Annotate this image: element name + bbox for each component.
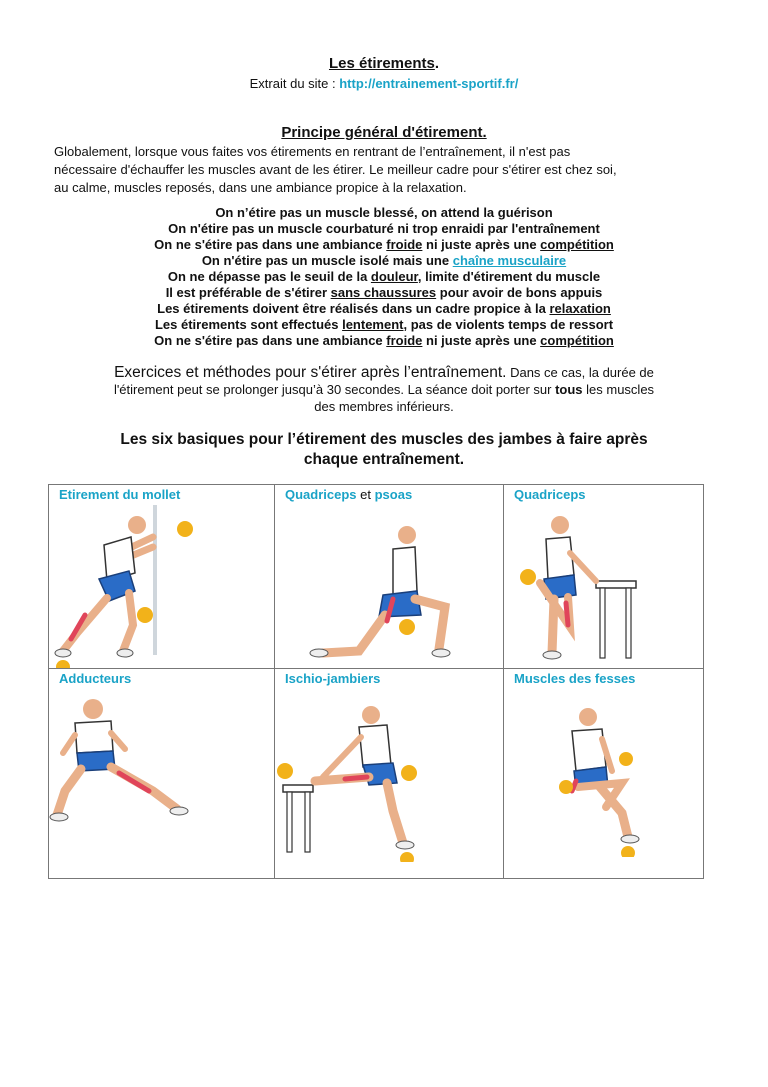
adductor-illustration bbox=[49, 687, 199, 837]
shirt-shape bbox=[572, 729, 606, 771]
principle-heading: Principe général d'étirement. bbox=[281, 124, 487, 141]
calf-stretch-illustration bbox=[49, 503, 199, 668]
exercises-heading: Exercices et méthodes pour s'étirer après l’entraînement. bbox=[114, 364, 507, 381]
rule-item: Les étirements doivent être réalisés dans un cadre propice à la relaxation bbox=[157, 301, 611, 316]
source-link[interactable]: http://entrainement-sportif.fr/ bbox=[339, 76, 519, 91]
cell-hamstring-stretch bbox=[275, 669, 504, 879]
table-shape bbox=[283, 785, 313, 792]
cell-calf-stretch bbox=[49, 485, 275, 669]
rule-item: Il est préférable de s'étirer sans chaussures pour avoir de bons appuis bbox=[165, 285, 603, 300]
chaine-musculaire-link[interactable]: chaîne musculaire bbox=[452, 253, 567, 268]
wall-shape bbox=[153, 505, 157, 655]
stretch-grid bbox=[48, 484, 704, 879]
shirt-shape bbox=[75, 721, 113, 753]
muscle-highlight bbox=[566, 603, 568, 625]
arrow-icon bbox=[277, 763, 293, 779]
rule-item: On ne s'étire pas dans une ambiance froide ni juste après une compétition bbox=[154, 237, 614, 252]
rule-item: On n'étire pas un muscle isolé mais une chaîne musculaire bbox=[201, 253, 567, 268]
exercises-paragraph: Exercices et méthodes pour s'étirer après l’entraînement. Dans ce cas, la durée de l'étirement peut se prolonger jusqu’à 30 secondes. La séance doit porter sur tous les muscles des membres inférieurs. bbox=[113, 364, 655, 414]
head-shape bbox=[398, 526, 416, 544]
shirt-shape bbox=[546, 537, 574, 579]
cell-title: Quadriceps et psoas bbox=[285, 487, 413, 502]
cell-title: Adducteurs bbox=[59, 671, 132, 686]
arrow-icon bbox=[619, 752, 633, 766]
source-line: Extrait du site : http://entrainement-sportif.fr/ bbox=[249, 76, 519, 91]
head-shape bbox=[362, 706, 380, 724]
cell-title: Quadriceps bbox=[514, 487, 586, 502]
head-shape bbox=[579, 708, 597, 726]
basics-heading: Les six basiques pour l’étirement des muscles des jambes à faire après chaque entraînement. bbox=[120, 431, 648, 468]
rule-item: On ne dépasse pas le seuil de la douleur, limite d'étirement du muscle bbox=[167, 269, 601, 284]
rule-item: Les étirements sont effectués lentement, pas de violents temps de ressort bbox=[154, 317, 614, 332]
glute-illustration bbox=[504, 687, 704, 857]
arrow-icon bbox=[399, 619, 415, 635]
quad-psoas-illustration bbox=[275, 503, 504, 668]
cell-glute-stretch bbox=[504, 669, 704, 879]
cell-title: Etirement du mollet bbox=[59, 487, 181, 502]
arrow-icon bbox=[520, 569, 536, 585]
quad-standing-illustration bbox=[504, 503, 704, 668]
cell-quad-stretch bbox=[504, 485, 704, 669]
head-shape bbox=[128, 516, 146, 534]
head-shape bbox=[551, 516, 569, 534]
arrow-icon bbox=[559, 780, 573, 794]
cell-title: Ischio-jambiers bbox=[285, 671, 381, 686]
cell-title: Muscles des fesses bbox=[514, 671, 636, 686]
page-title: Les étirements. bbox=[328, 55, 440, 72]
cell-quad-psoas-stretch bbox=[275, 485, 504, 669]
hamstring-illustration bbox=[275, 687, 504, 862]
rule-item: On n'étire pas un muscle courbaturé ni trop enraidi par l'entraînement bbox=[168, 221, 600, 236]
rule-item: On ne s'étire pas dans une ambiance froide ni juste après une compétition bbox=[154, 333, 614, 348]
arrow-icon bbox=[137, 607, 153, 623]
shirt-shape bbox=[393, 547, 417, 595]
rules-list bbox=[0, 205, 768, 349]
intro-paragraph: Globalement, lorsque vous faites vos étirements en rentrant de l’entraînement, il n'est pas nécessaire d'échauffer les muscles avant de les étirer. Le meilleur cadre pour s'étirer est chez soi, au calme, muscles reposés, dans une ambiance propice à la relaxation. bbox=[54, 144, 617, 195]
shirt-shape bbox=[359, 725, 391, 767]
arrow-icon bbox=[56, 660, 70, 668]
arrow-icon bbox=[621, 846, 635, 857]
rule-item: On n’étire pas un muscle blessé, on attend la guérison bbox=[215, 205, 553, 220]
cell-adductor-stretch bbox=[49, 669, 275, 879]
muscle-highlight bbox=[345, 777, 367, 779]
table-shape bbox=[596, 581, 636, 588]
arrow-icon bbox=[400, 852, 414, 862]
arrow-icon bbox=[401, 765, 417, 781]
head-shape bbox=[83, 699, 103, 719]
arrow-icon bbox=[177, 521, 193, 537]
